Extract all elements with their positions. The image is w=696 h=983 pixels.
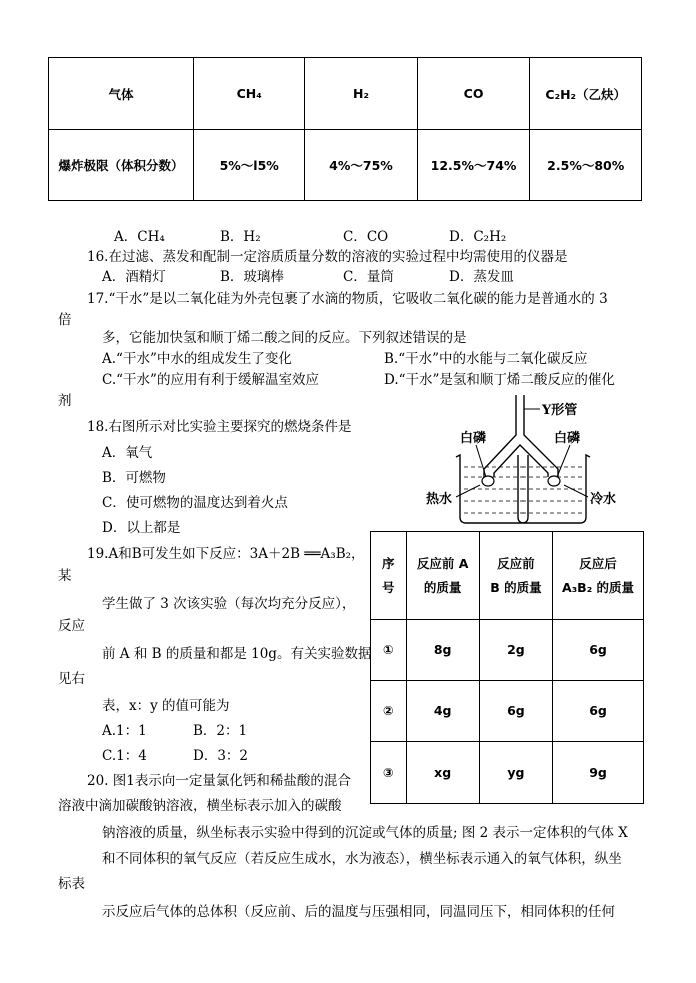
q18-option-b: B．可燃物 bbox=[102, 470, 166, 486]
q17-option-d: D.“干水”是氢和顺丁烯二酸反应的催化 bbox=[384, 372, 615, 388]
row-a-mass: xg bbox=[406, 742, 479, 804]
q18-option-d: D．以上都是 bbox=[102, 520, 181, 536]
q19-wrap1: 某 bbox=[58, 568, 72, 584]
q16-option-b: B．玻璃棒 bbox=[220, 269, 284, 285]
q15-option-c: C．CO bbox=[343, 229, 389, 245]
q18-option-c: C．使可燃物的温度达到着火点 bbox=[102, 495, 288, 511]
q19-option-a: A.1：1 bbox=[102, 723, 147, 739]
q20-line5: 标表 bbox=[58, 876, 85, 892]
cold-water-label: 冷水 bbox=[590, 492, 617, 507]
q15-option-a: A．CH₄ bbox=[114, 229, 165, 245]
q20-line3: 钠溶液的质量，纵坐标表示实验中得到的沉淀或气体的质量; 图 2 表示一定体积的气体 X bbox=[102, 825, 628, 841]
right-phosphorus bbox=[548, 476, 560, 486]
gas-ch4: CH₄ bbox=[194, 58, 305, 130]
limit-co: 12.5%～74% bbox=[417, 130, 530, 201]
gas-explosion-table bbox=[48, 57, 642, 201]
gas-c2h2: C₂H₂（乙炔） bbox=[530, 58, 642, 130]
gas-co: CO bbox=[417, 58, 530, 130]
q17-stem-line1: 17.“干水”是以二氧化硅为外壳包裹了水滴的物质，它吸收二氧化碳的能力是普通水的 3 bbox=[87, 291, 608, 307]
cold-water-pointer bbox=[564, 485, 588, 497]
limit-c2h2: 2.5%～80% bbox=[530, 130, 642, 201]
limit-header: 爆炸极限（体积分数） bbox=[49, 130, 194, 201]
q19-option-d: D．3：2 bbox=[193, 748, 249, 764]
row-no: ① bbox=[371, 620, 407, 681]
left-phosphorus bbox=[482, 476, 494, 486]
gas-h2: H₂ bbox=[305, 58, 417, 130]
q19-wrap3: 见右 bbox=[58, 671, 85, 687]
q16-option-d: D．蒸发皿 bbox=[449, 269, 514, 285]
row-product-mass: 6g bbox=[553, 681, 644, 742]
q19-line1: 19.A和B可发生如下反应：3A＋2B ══A₃B₂， bbox=[87, 546, 365, 562]
q15-option-d: D．C₂H₂ bbox=[449, 229, 507, 245]
q17-option-c: C.“干水”的应用有利于缓解温室效应 bbox=[102, 372, 319, 388]
q16-option-a: A．酒精灯 bbox=[102, 269, 166, 285]
right-phosphorus-label: 白磷 bbox=[554, 431, 581, 446]
row-b-mass: 6g bbox=[479, 681, 552, 742]
q19-option-c: C.1：4 bbox=[102, 748, 147, 764]
water-lines bbox=[464, 467, 582, 513]
row-b-mass: 2g bbox=[479, 620, 552, 681]
q17-stem-line2: 多，它能加快氢和顺丁烯二酸之间的反应。下列叙述错误的是 bbox=[102, 330, 467, 346]
limit-ch4: 5%～l5% bbox=[194, 130, 305, 201]
table-row bbox=[371, 681, 644, 742]
col-header-a: 反应前 A 的质量 bbox=[406, 532, 479, 620]
q15-option-b: B．H₂ bbox=[220, 229, 261, 245]
col-header-product: 反应后 A₃B₂ 的质量 bbox=[553, 532, 644, 620]
q18-stem: 18.右图所示对比实验主要探究的燃烧条件是 bbox=[87, 419, 352, 435]
col-header-no: 序 号 bbox=[371, 532, 407, 620]
right-phosphorus-pointer bbox=[557, 445, 570, 477]
row-product-mass: 9g bbox=[553, 742, 644, 804]
q17-stem-wrap: 倍 bbox=[58, 312, 72, 328]
row-b-mass: yg bbox=[479, 742, 552, 804]
q17-option-b: B.“干水”中的水能与二氧化碳反应 bbox=[384, 351, 588, 367]
table-row bbox=[371, 742, 644, 804]
row-no: ② bbox=[371, 681, 407, 742]
limit-h2: 4%～75% bbox=[305, 130, 417, 201]
q19-line4: 表，x：y 的值可能为 bbox=[102, 698, 230, 714]
left-phosphorus-label: 白磷 bbox=[460, 431, 487, 446]
q20-line4: 和不同体积的氧气反应（若反应生成水，水为液态），横坐标表示通入的氧气体积，纵坐 bbox=[102, 851, 622, 867]
row-no: ③ bbox=[371, 742, 407, 804]
table-row bbox=[371, 620, 644, 681]
q19-line3: 前 A 和 B 的质量和都是 10g。有关实验数据 bbox=[102, 646, 372, 662]
q20-line1: 20. 图1表示向一定量氯化钙和稀盐酸的混合 bbox=[87, 773, 351, 789]
q16-option-c: C．量筒 bbox=[343, 269, 394, 285]
y-tube-figure bbox=[420, 393, 650, 529]
q17-option-d-wrap: 剂 bbox=[58, 393, 72, 409]
q19-wrap2: 反应 bbox=[58, 618, 85, 634]
row-a-mass: 8g bbox=[406, 620, 479, 681]
q18-option-a: A．氧气 bbox=[102, 445, 153, 461]
q17-option-a: A.“干水”中水的组成发生了变化 bbox=[102, 351, 292, 367]
q20-line2: 溶液中滴加碳酸钠溶液，横坐标表示加入的碳酸 bbox=[58, 798, 342, 814]
q20-line6: 示反应后气体的总体积（反应前、后的温度与压强相同，同温同压下，相同体积的任何 bbox=[102, 904, 615, 920]
hot-water-label: 热水 bbox=[426, 492, 453, 507]
left-phosphorus-pointer bbox=[476, 445, 486, 477]
col-header-b: 反应前 B 的质量 bbox=[479, 532, 552, 620]
row-product-mass: 6g bbox=[553, 620, 644, 681]
reaction-data-table bbox=[370, 531, 644, 804]
row-a-mass: 4g bbox=[406, 681, 479, 742]
gas-header: 气体 bbox=[49, 58, 194, 130]
q16-stem: 16.在过滤、蒸发和配制一定溶质质量分数的溶液的实验过程中均需使用的仪器是 bbox=[87, 249, 568, 265]
y-tube-label: Y形管 bbox=[542, 403, 578, 418]
q19-line2: 学生做了 3 次该实验（每次均充分反应）， bbox=[102, 596, 356, 612]
q19-option-b: B．2：1 bbox=[193, 723, 248, 739]
